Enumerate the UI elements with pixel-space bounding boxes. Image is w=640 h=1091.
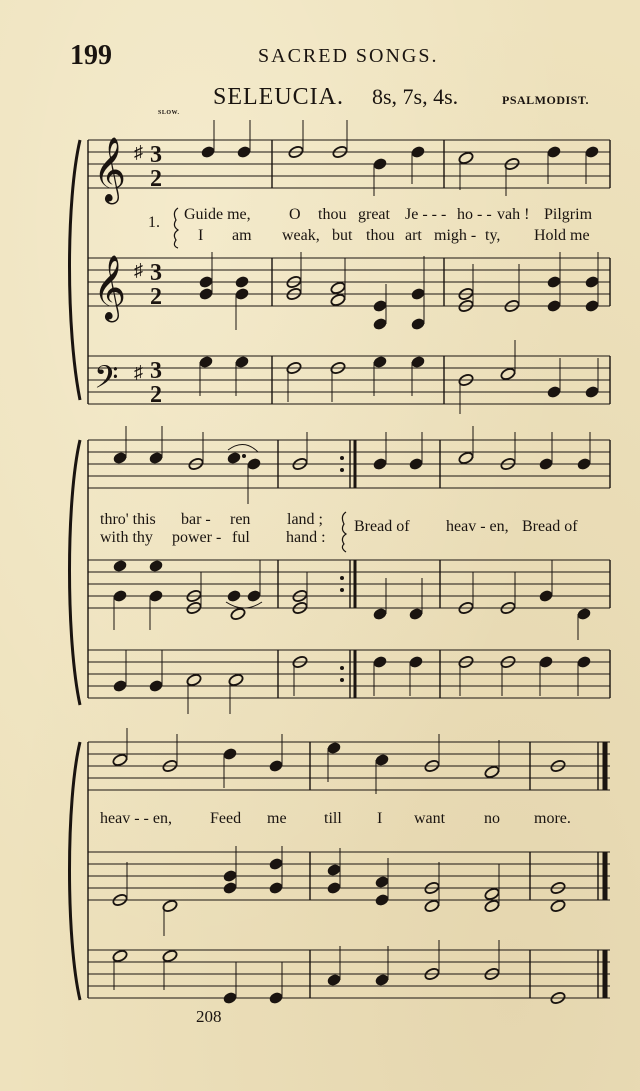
sharp-sign: ♯ [134, 260, 143, 280]
lyric-word: I [198, 227, 204, 244]
svg-text:2: 2 [150, 166, 162, 192]
notes-s1-bass [199, 340, 600, 414]
notes-s3-middle [112, 846, 566, 936]
lyric-word: O [289, 206, 301, 223]
lyric-word: thou [366, 227, 395, 244]
lyric-word: me [267, 810, 287, 827]
staff-lines-s1 [88, 140, 610, 404]
lyric-word: with thy [100, 529, 153, 546]
notes-s1-soprano [201, 120, 600, 196]
lyric-word: Guide me, [184, 206, 251, 223]
meter: 8s, 7s, 4s. [372, 84, 459, 109]
lyric-word: great [358, 206, 390, 223]
svg-text:3: 3 [150, 260, 162, 286]
treble-clef: 𝄞 [93, 255, 127, 320]
notes-s3-soprano [112, 728, 566, 794]
notes-s2-middle [113, 559, 592, 640]
lyric-word: heav - en, [446, 518, 509, 535]
lyric-word: ty, [485, 227, 501, 244]
composer: PSALMODIST. [502, 93, 589, 107]
verse-brace [342, 512, 346, 552]
lyric-word: vah ! [497, 206, 530, 223]
time-signature [150, 142, 162, 408]
staff-lines-s3 [88, 742, 610, 998]
system-brace [70, 140, 81, 400]
lyric-word: more. [534, 810, 571, 827]
lyric-word: ho - - [457, 206, 492, 223]
lyric-word: weak, [282, 227, 320, 244]
lyric-word: thou [318, 206, 347, 223]
svg-text:3: 3 [150, 358, 162, 384]
sharp-sign: ♯ [134, 142, 143, 162]
lyric-word: I [377, 810, 383, 827]
lyric-word: ren [230, 511, 251, 528]
lyric-word: till [324, 810, 342, 827]
bass-clef: 𝄢 [94, 359, 119, 403]
lyric-word: Bread of [354, 518, 410, 535]
notes-s2-soprano [113, 426, 592, 504]
lyric-word: Bread of [522, 518, 578, 535]
verse-brace [174, 208, 178, 248]
lyric-word: Feed [210, 810, 242, 827]
lyric-word: Pilgrim [544, 206, 593, 223]
svg-text:3: 3 [150, 142, 162, 168]
lyric-word: but [332, 227, 353, 244]
folio-number: 208 [196, 1007, 222, 1026]
lyric-word: migh - [434, 227, 477, 244]
barlines-s1 [88, 140, 610, 404]
svg-text:2: 2 [150, 284, 162, 310]
lyric-word: bar - [181, 511, 211, 528]
barlines-s2 [88, 440, 610, 698]
lyric-word: no [484, 810, 500, 827]
lyric-word: power - [172, 529, 222, 546]
lyric-word: art [405, 227, 422, 244]
treble-clef: 𝄞 [93, 137, 127, 202]
lyric-word: hand : [286, 529, 326, 546]
lyric-word: Je - - - [405, 206, 447, 223]
lyric-word: am [232, 227, 252, 244]
verse-number: 1. [148, 214, 160, 231]
notes-s2-bass [113, 650, 592, 714]
tune-name: SELEUCIA. [213, 84, 344, 110]
barlines-s3 [88, 742, 605, 998]
lyric-word: Hold me [534, 227, 590, 244]
sharp-sign: ♯ [134, 362, 143, 382]
notes-s1-middle [199, 252, 600, 331]
repeat-dots [340, 456, 344, 682]
lyric-word: land ; [287, 511, 323, 528]
lyric-word: ful [232, 529, 250, 546]
page-number: 199 [70, 40, 112, 71]
running-title: SACRED SONGS. [258, 45, 439, 67]
staff-lines-s2 [88, 440, 610, 698]
system-brace [70, 742, 81, 1000]
lyric-word: heav - - en, [100, 810, 172, 827]
system-brace [70, 440, 81, 705]
svg-text:2: 2 [150, 382, 162, 408]
tempo-marking: SLOW. [158, 110, 180, 116]
lyric-word: thro' this [100, 511, 156, 528]
lyric-word: want [414, 810, 446, 827]
